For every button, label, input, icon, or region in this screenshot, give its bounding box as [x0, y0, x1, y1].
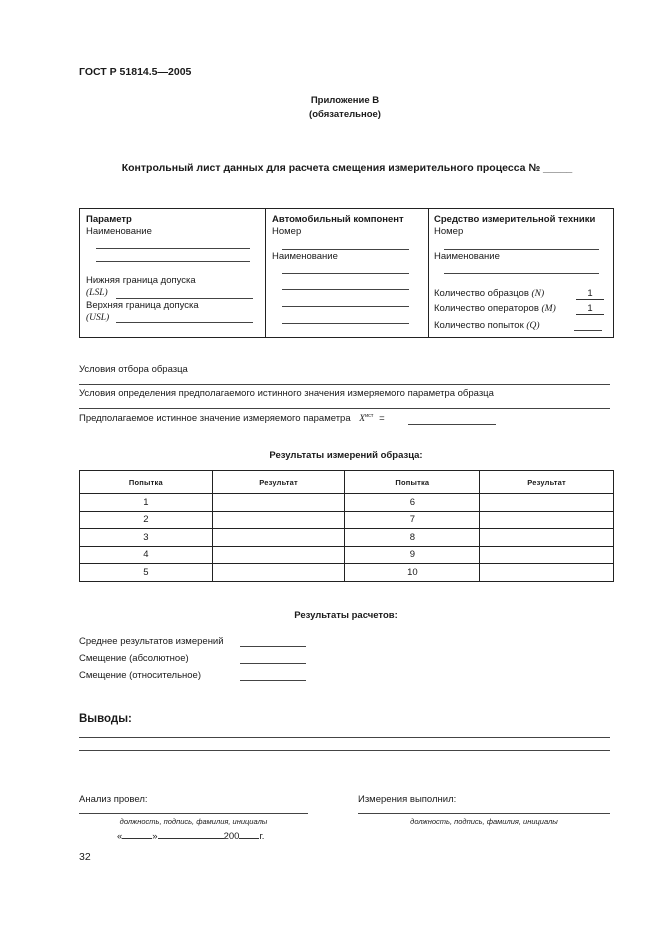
true-value-line[interactable] — [408, 424, 496, 425]
conclusions-title: Выводы: — [79, 713, 132, 725]
table-row — [80, 494, 614, 512]
table-row — [80, 564, 614, 582]
usl-abbr: (USL) — [86, 313, 110, 323]
operators-label: Количество операторов (M) — [434, 303, 556, 314]
param-heading: Параметр — [86, 214, 132, 225]
attempt-cell: 2 — [80, 511, 213, 529]
table-row — [80, 529, 614, 547]
date-quote-open: « — [117, 831, 123, 842]
column-divider — [428, 209, 429, 337]
result-cell[interactable] — [480, 546, 614, 564]
date-day-field[interactable] — [122, 828, 152, 839]
bias-abs-line[interactable] — [240, 663, 306, 664]
date-month-field[interactable] — [158, 828, 224, 839]
sampling-conditions-line[interactable] — [79, 384, 610, 385]
table-row — [80, 546, 614, 564]
lsl-abbr: (LSL) — [86, 288, 108, 298]
attempts-label: Количество попыток (Q) — [434, 320, 540, 331]
result-cell[interactable] — [212, 564, 345, 582]
lsl-line[interactable] — [116, 298, 253, 299]
date-row — [117, 828, 264, 842]
component-heading: Автомобильный компонент — [272, 214, 404, 225]
component-name-line[interactable] — [282, 323, 409, 324]
header-result: Результат — [480, 471, 614, 494]
true-value-conditions-label: Условия определения предполагаемого истинного значения измеряемого параметра образца — [79, 388, 494, 399]
date-quote-close: » — [152, 831, 158, 842]
param-name-line[interactable] — [96, 248, 250, 249]
measured-signature-line[interactable] — [358, 813, 610, 814]
standard-code: ГОСТ Р 51814.5—2005 — [79, 66, 192, 78]
param-name-line[interactable] — [96, 261, 250, 262]
header-result: Результат — [212, 471, 345, 494]
analysis-label: Анализ провел: — [79, 794, 148, 805]
date-suffix: г. — [259, 831, 265, 842]
instrument-name-label: Наименование — [434, 251, 500, 262]
conclusions-line[interactable] — [79, 750, 610, 751]
result-cell[interactable] — [480, 511, 614, 529]
true-value-conditions-line[interactable] — [79, 408, 610, 409]
component-name-label: Наименование — [272, 251, 338, 262]
conclusions-line[interactable] — [79, 737, 610, 738]
component-name-line[interactable] — [282, 289, 409, 290]
true-value-symbol: X — [359, 414, 366, 425]
results-table — [79, 470, 614, 582]
attempt-cell: 9 — [345, 546, 480, 564]
measured-label: Измерения выполнил: — [358, 794, 457, 805]
attempt-cell: 6 — [345, 494, 480, 512]
samples-label: Количество образцов (N) — [434, 288, 545, 299]
param-name-label: Наименование — [86, 226, 152, 237]
bias-rel-line[interactable] — [240, 680, 306, 681]
result-cell[interactable] — [480, 564, 614, 582]
date-year-prefix: 200 — [223, 831, 240, 842]
attempts-line[interactable] — [574, 330, 602, 331]
usl-label: Верхняя граница допуска — [86, 300, 199, 311]
sampling-conditions-label: Условия отбора образца — [79, 364, 188, 375]
header-attempt: Попытка — [345, 471, 480, 494]
result-cell[interactable] — [480, 494, 614, 512]
component-number-label: Номер — [272, 226, 302, 237]
result-cell[interactable] — [212, 529, 345, 547]
mean-line[interactable] — [240, 646, 306, 647]
component-number-line[interactable] — [282, 249, 409, 250]
result-cell[interactable] — [212, 546, 345, 564]
result-cell[interactable] — [212, 511, 345, 529]
appendix-title: Приложение В — [310, 95, 380, 106]
instrument-heading: Средство измерительной техники — [434, 214, 596, 225]
result-cell[interactable] — [480, 529, 614, 547]
parameters-box — [79, 208, 614, 338]
result-cell[interactable] — [212, 494, 345, 512]
component-name-line[interactable] — [282, 306, 409, 307]
attempt-cell: 5 — [80, 564, 213, 582]
measured-caption: должность, подпись, фамилия, инициалы — [410, 817, 558, 826]
header-attempt: Попытка — [80, 471, 213, 494]
attempt-cell: 4 — [80, 546, 213, 564]
attempt-cell: 8 — [345, 529, 480, 547]
attempt-cell: 10 — [345, 564, 480, 582]
analysis-caption: должность, подпись, фамилия, инициалы — [119, 817, 268, 826]
bias-rel-label: Смещение (относительное) — [79, 670, 202, 681]
true-value-label: Предполагаемое истинное значение измеряемого параметра — [79, 413, 351, 425]
mean-label: Среднее результатов измерений — [79, 636, 224, 647]
date-year-field[interactable] — [239, 828, 259, 839]
results-title: Результаты измерений образца: — [269, 450, 423, 461]
samples-value[interactable]: 1 — [576, 288, 604, 300]
instrument-number-line[interactable] — [444, 249, 599, 250]
page-number: 32 — [79, 851, 91, 863]
lsl-label: Нижняя граница допуска — [86, 275, 196, 286]
instrument-number-label: Номер — [434, 226, 464, 237]
column-divider — [265, 209, 266, 337]
instrument-name-line[interactable] — [444, 273, 599, 274]
table-header-row — [80, 471, 614, 494]
attempt-cell: 3 — [80, 529, 213, 547]
analysis-signature-line[interactable] — [79, 813, 308, 814]
component-name-line[interactable] — [282, 273, 409, 274]
calc-title: Результаты расчетов: — [294, 610, 398, 621]
operators-value[interactable]: 1 — [576, 303, 604, 315]
true-value-symbol-sup: ист — [365, 413, 374, 419]
attempt-cell: 1 — [80, 494, 213, 512]
table-row — [80, 511, 614, 529]
attempt-cell: 7 — [345, 511, 480, 529]
equals-sign: = — [379, 413, 385, 425]
usl-line[interactable] — [116, 322, 253, 323]
document-title: Контрольный лист данных для расчета смещения измерительного процесса № _____ — [121, 162, 573, 174]
bias-abs-label: Смещение (абсолютное) — [79, 653, 189, 664]
true-value-row — [79, 413, 385, 424]
appendix-subtitle: (обязательное) — [309, 109, 381, 120]
